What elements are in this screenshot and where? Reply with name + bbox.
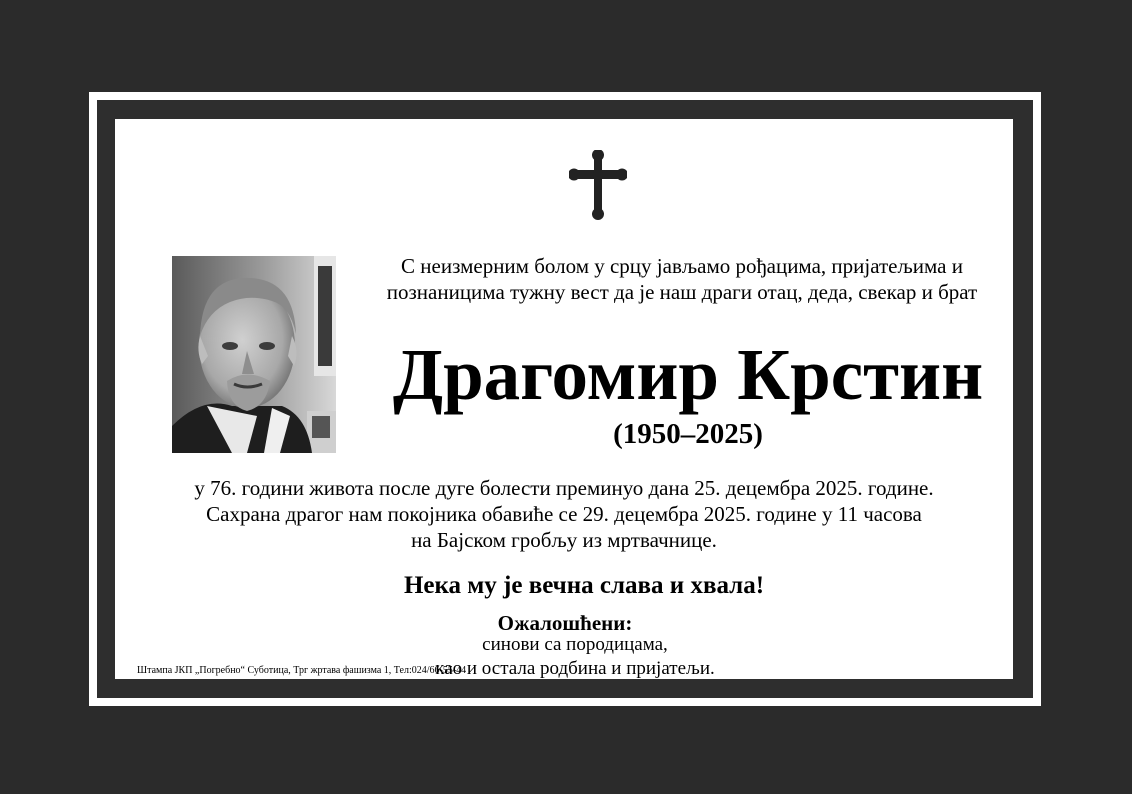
details-line: у 76. години живота после дуге болести преминуо дана 25. децембра 2025. године.: [194, 476, 934, 500]
portrait-image: [172, 256, 336, 453]
obituary-panel: [115, 119, 1013, 679]
black-border: [97, 100, 1033, 698]
orthodox-cross-icon: [569, 150, 627, 220]
deceased-name: Драгомир Крстин: [392, 334, 984, 415]
obituary-frame: [89, 92, 1041, 706]
funeral-details: [135, 475, 993, 553]
intro-line: познаницима тужну вест да је наш драги отац, деда, свекар и брат: [386, 280, 978, 304]
life-years: (1950–2025): [613, 418, 763, 450]
details-line: на Бајском гробљу из мртвачнице.: [411, 528, 717, 552]
details-line: Сахрана драгог нам покојника обавиће се 29. децембра 2025. године у 11 часова: [206, 502, 922, 526]
intro-line: С неизмерним болом у срцу јављамо рођацима, пријатељима и: [401, 254, 963, 278]
mourners-heading: Ожалошћени:: [497, 611, 633, 635]
printer-imprint: Штампа ЈКП „Погребно“ Суботица, Трг жртава фашизма 1, Тел:024/66-55-44: [137, 665, 467, 676]
mourners-line: као и остала родбина и пријатељи.: [435, 658, 715, 679]
announcement-intro: [351, 253, 1013, 305]
deceased-portrait-photo: [172, 256, 336, 453]
memorial-slogan: Нека му је вечна слава и хвала!: [403, 572, 765, 599]
mourners-line: синови са породицама,: [482, 634, 668, 655]
